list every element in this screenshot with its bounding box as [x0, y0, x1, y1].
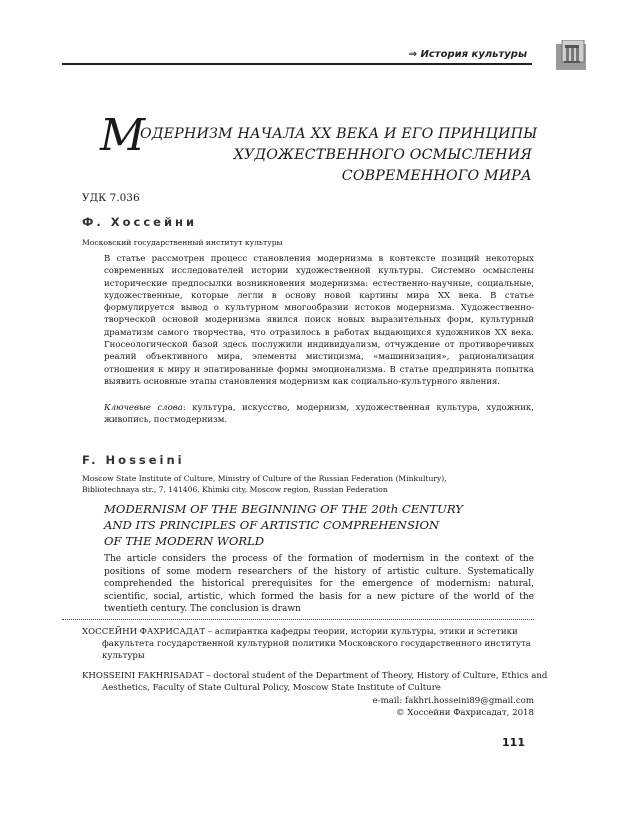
abstract-en: The article considers the process of the formation of modernism in the context of the positions of some modern researchers of the history of artistic culture. Systematically comprehended the historical prerequisites for the emergence of modernism: natural, scientific, social, artistic, which formed the basis for a new picture of the world of the twentieth century. The conclusion is drawn — [104, 554, 534, 614]
affiliation-en-line-1: Moscow State Institute of Culture, Ministry of Culture of the Russian Federation (Minkultury), — [82, 474, 447, 483]
author-name-en: F. Hosseini — [82, 453, 185, 467]
title-en-line-1: MODERNISM OF THE BEGINNING OF THE 20th CENTURY — [104, 502, 463, 516]
title-en-line-3: OF THE MODERN WORLD — [104, 533, 265, 548]
title-line-1: ОДЕРНИЗМ НАЧАЛА XX ВЕКА И ЕГО ПРИНЦИПЫ — [140, 126, 538, 142]
title-line-2: ХУДОЖЕСТВЕННОГО ОСМЫСЛЕНИЯ — [233, 147, 532, 163]
title-initial: М — [100, 110, 146, 161]
header-rule — [62, 63, 532, 65]
affiliation-en-line-2: Bibliotechnaya str., 7, 141406, Khimki city, Moscow region, Russian Federation — [82, 485, 388, 495]
article-title — [100, 110, 538, 187]
contact-block — [373, 695, 534, 720]
author-email[interactable]: e-mail: fakhri.hosseini89@gmail.com — [372, 696, 534, 706]
copyright-notice: © Хоссейни Фахрисадат, 2018 — [395, 708, 534, 719]
footnote-author-ru: ХОССЕЙНИ ФАХРИСАДАТ – аспирантка кафедры теории, истории культуры, этики и эстетики факультета государственной культурной политики Московского государственного института культуры — [82, 627, 531, 661]
column-logo-icon — [556, 40, 586, 70]
title-line-3: СОВРЕМЕННОГО МИРА — [341, 168, 532, 184]
affiliation-en — [82, 473, 532, 495]
title-en-line-2: AND ITS PRINCIPLES OF ARTISTIC COMPREHENSION — [104, 517, 440, 532]
keywords-list: : культура, искусство, модернизм, художественная культура, художник, живопись, постмодернизм. — [104, 403, 534, 426]
footnote-separator — [62, 619, 534, 620]
author-name-ru: Ф. Хоссейни — [82, 215, 198, 229]
keywords-label: Ключевые слова — [104, 403, 183, 413]
affiliation-ru: Московский государственный институт культуры — [82, 238, 283, 247]
footnote-author-en: KHOSSEINI FAKHRISADAT – doctoral student of the Department of Theory, History of Culture, Ethics and Aesthetics, Faculty of State Cultural Policy, Moscow State Institute of Culture — [82, 671, 548, 693]
page-number: 111 — [502, 736, 525, 749]
article-title-en — [104, 502, 524, 549]
udk-code: УДК 7.036 — [82, 192, 140, 204]
keywords-ru — [104, 402, 534, 427]
running-header-section: ⇒ История культуры — [408, 49, 527, 60]
abstract-ru: В статье рассмотрен процесс становления модернизма в контексте позиций некоторых современных исследователей истории художественной культуры. Системно осмыслены исторические предпосылки возникновения модернизма: естественно-научные, социальные, художественные, которые легли в основу новой картины мира XX века. В статье формулируется вывод о культурном многообразии истоков модернизма. Художественно-творческой основой модернизма явился поиск новых выразительных форм, культурный драматизм самого творчества, что отразилось в работах выдающихся художников XX века. Гносеологической базой здесь послужили индивидуализм, отчуждение от противоречивых реалий объективного мира, элементы мистицизма, «машинизация», рационализация отношения к миру и эпатированные формы эмоционализма. В статье предпринята попытка выявить основные этапы становления модернизм как социально-культурного явления. — [104, 254, 534, 387]
